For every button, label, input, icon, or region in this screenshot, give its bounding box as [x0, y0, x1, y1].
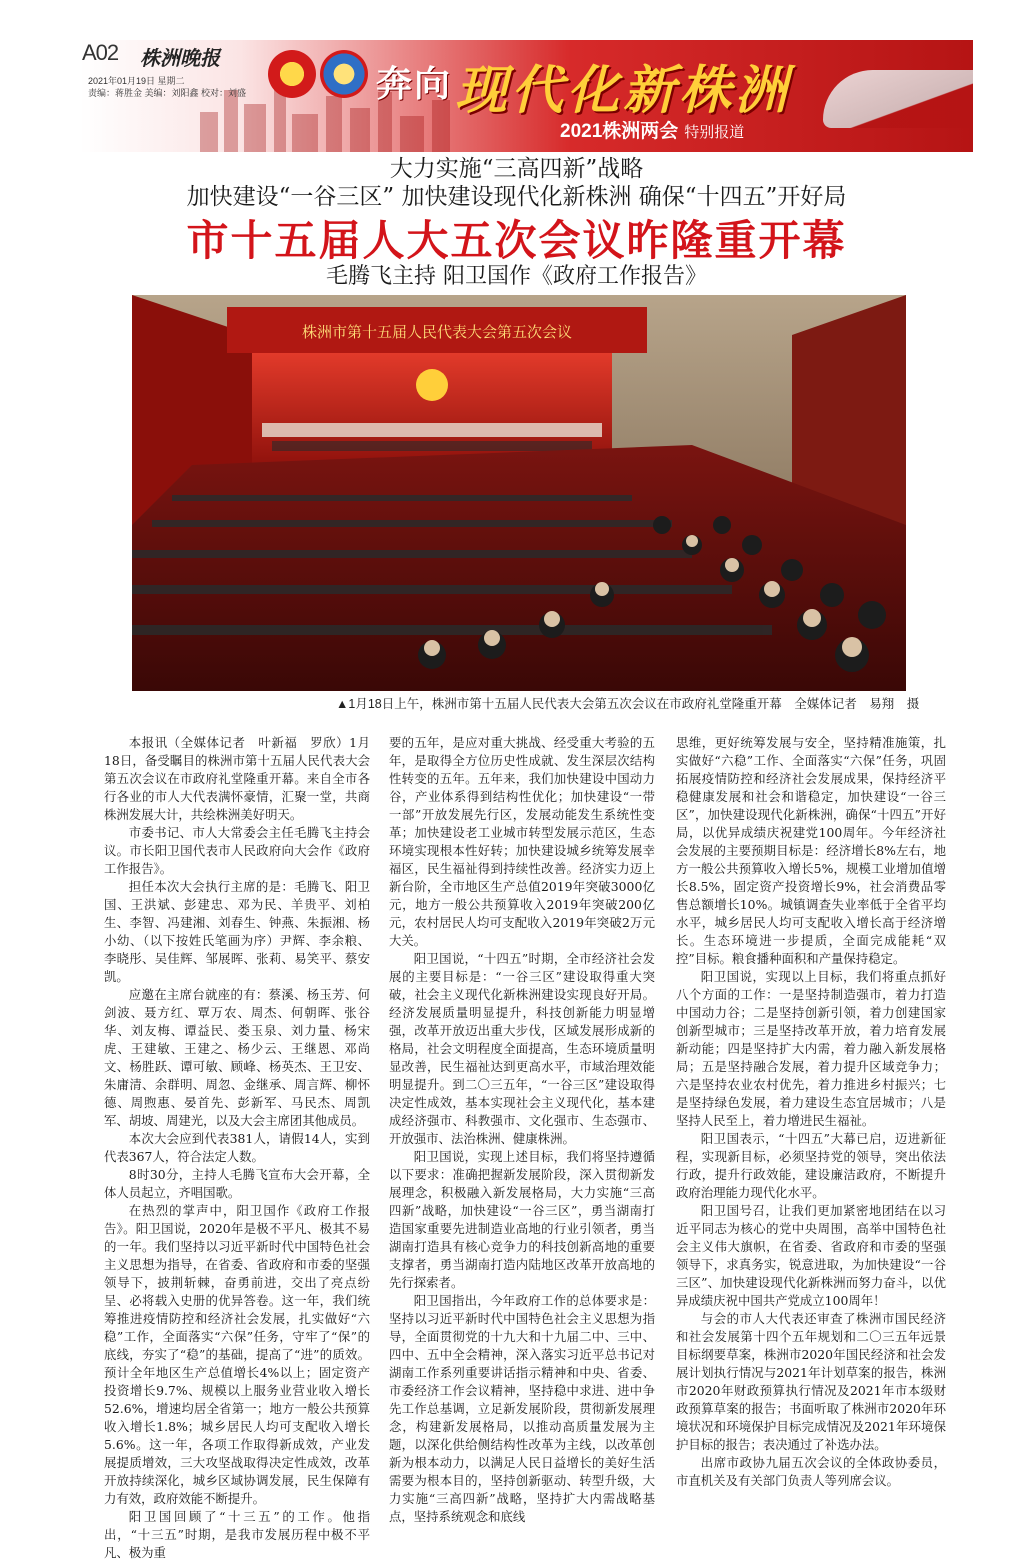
cppcc-emblem-icon: [320, 50, 368, 98]
headline-sub-3: 毛腾飞主持 阳卫国作《政府工作报告》: [326, 264, 707, 289]
article-paragraph: 阳卫国号召，让我们更加紧密地团结在以习近平同志为核心的党中央周围，高举中国特色社会主义伟大旗帜，在省委、省政府和市委的坚强领导下，求真务实，锐意进取，为加快建设“一谷三区”、加快建设现代化新株洲而努力奋斗，以优异成绩庆祝中国共产党成立100周年！: [676, 1203, 946, 1308]
article-paragraph: 与会的市人大代表还审查了株洲市国民经济和社会发展第十四个五年规划和二〇三五年远景目标纲要草案，株洲市2020年国民经济和社会发展计划执行情况与2021年计划草案的报告，株洲市2020年财政预算执行情况及2021年市本级财政预算草案的报告；书面听取了株洲市2020年环境状况和环境保护目标完成情况及2021年环境保护目标的报告；表决通过了补选办法。: [676, 1311, 946, 1452]
article-paragraph: 8时30分，主持人毛腾飞宣布大会开幕，全体人员起立，齐唱国歌。: [104, 1167, 370, 1200]
article-column-2: [389, 734, 655, 1526]
article-paragraph: 要的五年，是应对重大挑战、经受重大考验的五年，是取得全方位历史性成就、发生深层次结构性转变的五年。五年来，我们加快建设中国动力谷，产业体系得到结构性优化；加快建设“一带一部”开放发展先行区，发展动能发生系统性变革；加快建设老工业城市转型发展示范区，生态环境实现根本性好转；加快建设城乡统筹发展幸福区，民生福祉得到持续性改善。经济实力迈上新台阶，全市地区生产总值2019年突破3000亿元，地方一般公共预算收入2019年突破200亿元，农村居民人均可支配收入2019年突破2万元大关。: [389, 735, 655, 948]
article-paragraph: 应邀在主席台就座的有：蔡溪、杨玉芳、何剑波、聂方红、覃万农、周杰、何朝晖、张谷华、刘友梅、谭益民、娄玉泉、刘力量、杨宋虎、王建敏、王建之、杨少云、王继恩、邓尚文、杨胜跃、谭可敏、顾峰、杨英杰、王卫安、朱庸清、余群明、周忽、金继承、周言辉、柳怀德、周煦惠、晏首先、彭新军、马民杰、周凯军、胡坡、周建光，以及大会主席团其他成员。: [104, 987, 370, 1128]
article-paragraph: 阳卫国表示，“十四五”大幕已启，迈进新征程，实现新目标，必须坚持党的领导，突出依法行政，提升行政效能，建设廉洁政府，不断提升政府治理能力现代化水平。: [676, 1131, 946, 1200]
article-paragraph: 阳卫国说，“十四五”时期，全市经济社会发展的主要目标是：“一谷三区”建设取得重大突破，社会主义现代化新株洲建设实现良好开局。经济发展质量明显提升，科技创新能力明显增强，改革开放迈出重大步伐，区域发展形成新的格局，社会文明程度全面提高，生态环境质量明显改善，民生福祉达到更高水平，市域治理效能明显提升。到二〇三五年，“一谷三区”建设取得决定性成效，基本实现社会主义现代化，基本建成经济强市、科教强市、文化强市、生态强市、开放强市、法治株洲、健康株洲。: [389, 951, 655, 1146]
date-line: 2021年01月19日 星期二: [88, 76, 185, 86]
article-column-1: [104, 734, 370, 1562]
article-paragraph: 本次大会应到代表381人，请假14人，实到代表367人，符合法定人数。: [104, 1131, 370, 1164]
special-report-suffix: 特别报道: [684, 124, 745, 141]
article-paragraph: 阳卫国指出，今年政府工作的总体要求是：坚持以习近平新时代中国特色社会主义思想为指导，全面贯彻党的十九大和十九届二中、三中、四中、五中全会精神，深入落实习近平总书记对湖南工作系列重要讲话指示精神和中央、省委、市委经济工作会议精神，坚持稳中求进、进中争先工作总基调，立足新发展阶段，贯彻新发展理念，构建新发展格局，以推动高质量发展为主题，以深化供给侧结构性改革为主线，以改革创新为根本动力，以满足人民日益增长的美好生活需要为根本目的，坚持创新驱动、转型升级，大力实施“三高四新”战略，坚持扩大内需战略基点，坚持系统观念和底线: [389, 1293, 655, 1524]
editors-line: 责编：蒋胜金 美编：刘阳鑫 校对：刘盛: [88, 88, 247, 98]
headline-sub-2: 加快建设“一谷三区” 加快建设现代化新株洲 确保“十四五”开好局: [186, 184, 847, 210]
high-speed-train-graphic: [823, 70, 973, 128]
national-emblem-icon: [268, 50, 316, 98]
photo-caption: ▲1月18日上午，株洲市第十五届人民代表大会第五次会议在市政府礼堂隆重开幕 全媒体记者 易翔 摄: [336, 697, 920, 711]
article-column-3: [676, 734, 946, 1490]
article-paragraph: 本报讯（全媒体记者 叶新福 罗欣）1月18日，备受瞩目的株洲市第十五届人民代表大会第五次会议在市政府礼堂隆重开幕。来自全市各行各业的市人大代表满怀豪情，汇聚一堂，共商株洲发展大计，共绘株洲美好明天。: [104, 735, 370, 822]
article-paragraph: 在热烈的掌声中，阳卫国作《政府工作报告》。阳卫国说，2020年是极不平凡、极其不易的一年。我们坚持以习近平新时代中国特色社会主义思想为指导，在省委、省政府和市委的坚强领导下，披荆斩棘，奋勇前进，交出了亮点纷呈、必将载入史册的优异答卷。这一年，我们统筹推进疫情防控和经济社会发展，扎实做好“六稳”工作，全面落实“六保”任务，守牢了“保”的底线，夯实了“稳”的基础，提高了“进”的质效。预计全年地区生产总值增长4%以上；固定资产投资增长9.7%、规模以上服务业营业收入增长52.6%，增速均居全省第一；地方一般公共预算收入增长1.8%；城乡居民人均可支配收入增长5.6%。这一年，各项工作取得新成效，产业发展提质增效，三大攻坚战取得决定性成效，改革开放持续深化，城乡区域协调发展，民生保障有力有效，政府效能不断提升。: [104, 1203, 370, 1506]
paper-name: 株洲晚报: [140, 46, 220, 70]
article-paragraph: 思维，更好统筹发展与安全，坚持精准施策，扎实做好“六稳”工作、全面落实“六保”任务，巩固拓展疫情防控和经济社会发展成果，保持经济平稳健康发展和社会和谐稳定，加快建设“一谷三区”，加快建设现代化新株洲，确保“十四五”开好局，以优异成绩庆祝建党100周年。今年经济社会发展的主要预期目标是：经济增长8%左右，地方一般公共预算收入增长5%，规模工业增加值增长8.5%，固定资产投资增长9%，社会消费品零售总额增长10%。城镇调查失业率低于全省平均水平，城乡居民人均可支配收入增长高于经济增长。生态环境进一步提质，全面完成能耗“双控”目标。粮食播种面积和产量保持稳定。: [676, 735, 946, 966]
article-paragraph: 阳卫国说，实现上述目标，我们将坚持遵循以下要求：准确把握新发展阶段，深入贯彻新发展理念，积极融入新发展格局，大力实施“三高四新”战略，加快建设“一谷三区”，勇当湖南打造国家重要先进制造业高地的行业引领者，勇当湖南打造具有核心竞争力的科技创新高地的重要支撑者，勇当湖南打造内陆地区改革开放高地的先行探索者。: [389, 1149, 655, 1290]
congress-hall-photo: [132, 295, 906, 691]
article-paragraph: 阳卫国说，实现以上目标，我们将重点抓好八个方面的工作：一是坚持制造强市，着力打造中国动力谷；二是坚持创新引领，着力创建国家创新型城市；三是坚持改革开放，着力培育发展新动能；四是坚持扩大内需，着力融入新发展格局；五是坚持融合发展，着力提升区域竞争力；六是坚持农业农村优先，着力推进乡村振兴；七是坚持绿色发展，着力建设生态宜居城市；八是坚持人民至上，着力增进民生福祉。: [676, 969, 946, 1128]
article-paragraph: 阳卫国回顾了“十三五”的工作。他指出，“十三五”时期，是我市发展历程中极不平凡、极为重: [104, 1509, 370, 1560]
slogan-main: 现代化新株洲: [455, 60, 792, 121]
headline-main: 市十五届人大五次会议昨隆重开幕: [186, 216, 847, 265]
article-paragraph: 出席市政协九届五次会议的全体政协委员，市直机关及有关部门负责人等列席会议。: [676, 1455, 946, 1488]
stage-emblem-icon: [416, 369, 448, 401]
page-number: A02: [82, 40, 119, 65]
article-paragraph: 市委书记、市人大常委会主任毛腾飞主持会议。市长阳卫国代表市人民政府向大会作《政府工作报告》。: [104, 825, 370, 876]
special-report-title: 2021株洲两会: [560, 121, 679, 142]
headline-sub-1: 大力实施“三高四新”战略: [389, 156, 644, 182]
stage-banner-text: 株洲市第十五届人民代表大会第五次会议: [301, 323, 573, 341]
article-paragraph: 担任本次大会执行主席的是：毛腾飞、阳卫国、王洪斌、彭建忠、邓为民、羊贵平、刘柏生、李智、冯建湘、刘春生、钟燕、朱振湘、杨小幼、（以下按姓氏笔画为序）尹辉、李余粮、李晓彤、吴佳辉、邹展晖、张莉、易笑平、蔡安凯。: [104, 879, 370, 984]
congress-hall-illustration: [132, 295, 906, 691]
special-report-label: [560, 116, 744, 143]
slogan-prefix: 奔向: [376, 63, 453, 105]
